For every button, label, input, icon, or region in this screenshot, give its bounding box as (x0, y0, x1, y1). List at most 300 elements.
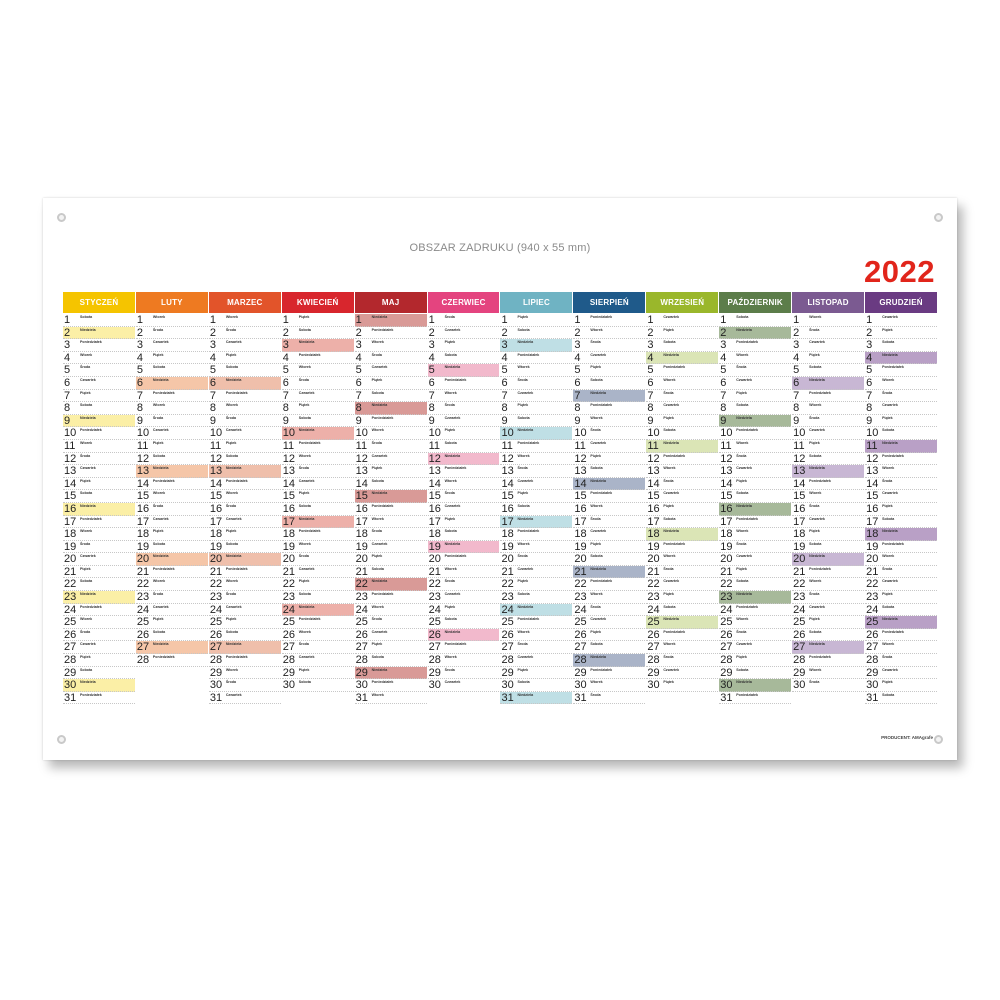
weekday-label: Poniedziałek (663, 365, 686, 370)
day-row (500, 490, 572, 503)
day-row (355, 667, 427, 680)
day-number: 18 (428, 528, 441, 541)
day-number: 22 (574, 578, 587, 591)
weekday-label: Czwartek (225, 692, 242, 697)
day-number: 27 (574, 641, 587, 654)
day-row (209, 402, 281, 415)
weekday-label: Wtorek (517, 365, 530, 370)
day-number: 10 (501, 427, 514, 440)
weekday-label: Czwartek (444, 680, 461, 685)
weekday-label: Niedziela (298, 340, 315, 345)
weekday-label: Niedziela (736, 592, 752, 597)
day-number: 15 (647, 490, 660, 503)
day-number: 14 (501, 477, 514, 490)
day-number: 2 (501, 326, 508, 339)
day-number: 4 (136, 351, 144, 364)
weekday-label: Środa (809, 503, 820, 508)
day-number: 7 (866, 389, 873, 402)
weekday-label: Sobota (371, 566, 384, 571)
month-header: GRUDZIEŃ (865, 292, 937, 313)
day-row (500, 427, 572, 440)
day-number: 2 (866, 326, 873, 339)
month-column (63, 292, 135, 708)
day-row (63, 339, 135, 352)
day-number: 13 (355, 465, 368, 478)
weekday-label: Środa (371, 352, 382, 357)
weekday-label: Sobota (736, 667, 749, 672)
weekday-label: Sobota (736, 403, 749, 408)
day-number: 29 (793, 666, 806, 679)
day-row (792, 402, 864, 415)
weekday-label: Wtorek (736, 440, 749, 445)
weekday-label: Wtorek (809, 667, 822, 672)
weekday-label: Środa (736, 541, 747, 546)
weekday-label: Czwartek (371, 365, 388, 370)
day-row (792, 453, 864, 466)
weekday-label: Sobota (882, 428, 895, 433)
day-row (136, 465, 208, 478)
weekday-label: Wtorek (152, 315, 166, 319)
day-number: 23 (428, 591, 441, 604)
day-row (282, 478, 354, 491)
day-number: 13 (209, 465, 223, 478)
day-number: 19 (355, 540, 368, 553)
day-row (500, 314, 572, 327)
day-number: 15 (209, 490, 223, 503)
day-number: 15 (136, 490, 150, 503)
weekday-label: Sobota (882, 604, 895, 609)
day-number: 26 (501, 628, 514, 641)
weekday-label: Piątek (80, 390, 91, 395)
day-number: 6 (209, 376, 216, 389)
day-number: 29 (647, 666, 660, 679)
day-number: 26 (209, 628, 223, 641)
weekday-label: Sobota (517, 503, 530, 508)
day-number: 21 (866, 565, 879, 578)
weekday-label: Niedziela (225, 377, 242, 382)
day-number: 26 (866, 628, 879, 641)
day-number: 11 (866, 439, 878, 452)
day-number: 6 (720, 376, 727, 389)
day-row (355, 654, 427, 667)
month-column (500, 292, 572, 708)
day-number: 11 (136, 439, 149, 452)
weekday-label: Poniedziałek (152, 566, 175, 571)
month-column (282, 292, 354, 708)
weekday-label: Czwartek (736, 642, 753, 647)
weekday-label: Sobota (663, 604, 676, 609)
day-row (63, 667, 135, 680)
weekday-label: Niedziela (809, 554, 825, 559)
day-row (63, 566, 135, 579)
day-row (573, 528, 645, 541)
weekday-label: Sobota (225, 629, 239, 634)
day-number: 2 (428, 326, 435, 339)
weekday-label: Niedziela (225, 642, 242, 647)
day-row (646, 314, 718, 327)
weekday-label: Środa (80, 629, 91, 634)
day-number: 23 (574, 591, 587, 604)
weekday-label: Środa (809, 415, 820, 420)
weekday-label: Poniedziałek (736, 516, 759, 521)
day-row (209, 516, 281, 529)
day-row (428, 453, 500, 466)
day-number: 28 (136, 654, 150, 667)
weekday-label: Piątek (809, 617, 820, 622)
weekday-label: Niedziela (80, 415, 96, 420)
day-number: 1 (136, 314, 144, 326)
day-number: 25 (647, 616, 660, 629)
day-row (63, 503, 135, 516)
day-row (428, 528, 500, 541)
day-row (719, 591, 791, 604)
day-row (136, 427, 208, 440)
day-number: 13 (428, 465, 441, 478)
day-row (63, 327, 135, 340)
day-row (63, 541, 135, 554)
day-row (282, 352, 354, 365)
day-number: 8 (355, 402, 362, 415)
day-number: 1 (428, 314, 435, 326)
day-row (719, 578, 791, 591)
day-number: 23 (793, 591, 806, 604)
day-number: 31 (720, 691, 733, 704)
day-row (500, 465, 572, 478)
day-number: 31 (209, 691, 223, 704)
day-row (136, 528, 208, 541)
weekday-label: Środa (809, 327, 820, 332)
day-number: 25 (209, 616, 223, 629)
weekday-label: Czwartek (809, 604, 825, 609)
weekday-label: Sobota (882, 692, 895, 697)
day-number: 26 (428, 628, 441, 641)
month-column (646, 292, 718, 708)
weekday-label: Niedziela (517, 604, 534, 609)
day-row (865, 553, 937, 566)
weekday-label: Poniedziałek (809, 655, 831, 660)
weekday-label: Niedziela (882, 352, 898, 357)
day-row (573, 591, 645, 604)
day-number: 21 (574, 565, 587, 578)
day-row (719, 402, 791, 415)
day-number: 6 (866, 376, 873, 389)
day-number: 6 (136, 376, 144, 389)
day-row (500, 516, 572, 529)
day-number: 1 (720, 314, 727, 326)
day-number: 15 (866, 490, 879, 503)
day-number: 20 (64, 553, 77, 566)
day-row (209, 415, 281, 428)
day-row (282, 667, 354, 680)
day-number: 5 (720, 364, 727, 377)
day-number: 21 (136, 565, 150, 578)
day-number: 22 (793, 578, 806, 591)
day-number: 10 (574, 427, 587, 440)
day-number: 21 (209, 565, 223, 578)
weekday-label: Środa (444, 579, 455, 584)
day-row (865, 541, 937, 554)
day-number: 26 (136, 628, 150, 641)
day-row (792, 390, 864, 403)
weekday-label: Środa (80, 541, 91, 546)
day-row (646, 604, 718, 617)
day-row (500, 339, 572, 352)
grommet-icon (934, 735, 943, 744)
day-row (573, 654, 645, 667)
weekday-label: Wtorek (80, 352, 93, 357)
day-number: 21 (647, 565, 660, 578)
weekday-label: Wtorek (152, 403, 166, 408)
weekday-label: Poniedziałek (371, 327, 394, 332)
day-number: 30 (866, 679, 879, 692)
weekday-label: Środa (225, 415, 237, 420)
weekday-label: Piątek (517, 403, 529, 408)
weekday-label: Środa (736, 453, 747, 458)
weekday-label: Czwartek (663, 403, 680, 408)
day-row (719, 327, 791, 340)
day-row (792, 503, 864, 516)
day-row (282, 453, 354, 466)
day-row (282, 427, 354, 440)
day-row (865, 604, 937, 617)
day-row (209, 377, 281, 390)
day-row (63, 453, 135, 466)
day-number: 30 (501, 679, 514, 692)
day-number: 30 (209, 679, 223, 692)
month-header: SIERPIEŃ (573, 292, 645, 313)
day-number: 3 (866, 339, 873, 352)
weekday-label: Sobota (663, 340, 676, 345)
day-row (282, 364, 354, 377)
weekday-label: Sobota (444, 440, 457, 445)
day-number: 19 (282, 540, 295, 553)
weekday-label: Środa (225, 680, 237, 685)
weekday-label: Wtorek (736, 352, 749, 357)
day-row (428, 339, 500, 352)
day-number: 28 (64, 654, 77, 667)
day-row (646, 503, 718, 516)
weekday-label: Niedziela (298, 428, 315, 433)
day-number: 8 (793, 402, 800, 415)
day-row (792, 377, 864, 390)
day-row (646, 490, 718, 503)
weekday-label: Niedziela (152, 642, 169, 647)
day-row (63, 591, 135, 604)
day-number: 5 (282, 364, 289, 377)
day-number: 16 (501, 502, 514, 515)
weekday-label: Poniedziałek (444, 377, 467, 382)
weekday-label: Wtorek (882, 377, 895, 382)
month-column (792, 292, 864, 708)
weekday-label: Czwartek (590, 617, 607, 622)
day-row (500, 553, 572, 566)
day-number: 11 (574, 439, 586, 452)
weekday-label: Czwartek (517, 655, 534, 660)
day-number: 10 (64, 427, 77, 440)
day-row (63, 377, 135, 390)
weekday-label: Poniedziałek (663, 453, 686, 458)
weekday-label: Niedziela (371, 315, 388, 319)
day-row (719, 528, 791, 541)
day-number: 17 (501, 515, 514, 528)
month-column (136, 292, 208, 708)
day-number: 27 (136, 641, 150, 654)
day-number: 19 (64, 540, 77, 553)
weekday-label: Piątek (444, 428, 456, 433)
day-row (63, 478, 135, 491)
weekday-label: Środa (298, 466, 309, 471)
day-number: 12 (209, 452, 223, 465)
day-row (792, 516, 864, 529)
day-row (646, 427, 718, 440)
day-number: 22 (64, 578, 77, 591)
weekday-label: Poniedziałek (809, 566, 831, 571)
day-row (282, 390, 354, 403)
day-number: 5 (793, 364, 800, 377)
day-number: 6 (355, 376, 362, 389)
day-row (428, 616, 500, 629)
day-row (136, 553, 208, 566)
day-number: 4 (355, 351, 362, 364)
day-number: 18 (501, 528, 514, 541)
day-number: 10 (866, 427, 879, 440)
day-number: 24 (647, 603, 660, 616)
weekday-label: Poniedziałek (444, 466, 467, 471)
producer-note: PRODUCENT: AMAgrafe (881, 735, 933, 740)
weekday-label: Sobota (80, 667, 93, 672)
day-row (573, 679, 645, 692)
day-row (500, 692, 572, 705)
day-number: 6 (647, 376, 654, 389)
weekday-label: Wtorek (590, 503, 603, 508)
day-row (209, 503, 281, 516)
day-row (719, 629, 791, 642)
day-number: 11 (793, 439, 805, 452)
weekday-label: Środa (809, 592, 820, 597)
day-number: 5 (866, 364, 873, 377)
weekday-label: Niedziela (663, 529, 679, 534)
weekday-label: Poniedziałek (517, 440, 540, 445)
day-number: 7 (793, 389, 800, 402)
weekday-label: Piątek (517, 315, 529, 319)
day-row (865, 654, 937, 667)
day-row (136, 654, 208, 667)
day-row (573, 402, 645, 415)
day-number: 30 (647, 679, 660, 692)
day-row (500, 364, 572, 377)
day-row (719, 314, 791, 327)
day-row (282, 679, 354, 692)
weekday-label: Piątek (736, 478, 747, 483)
day-row (719, 390, 791, 403)
day-number: 19 (720, 540, 733, 553)
day-number: 13 (501, 465, 514, 478)
day-row (865, 629, 937, 642)
day-row (355, 528, 427, 541)
day-number: 25 (793, 616, 806, 629)
day-number: 28 (647, 654, 660, 667)
day-number: 20 (501, 553, 514, 566)
weekday-label: Niedziela (80, 680, 96, 685)
day-number: 27 (501, 641, 514, 654)
day-number: 18 (64, 528, 77, 541)
weekday-label: Piątek (371, 554, 383, 559)
weekday-label: Wtorek (371, 428, 384, 433)
weekday-label: Środa (882, 566, 893, 571)
weekday-label: Poniedziałek (225, 566, 248, 571)
day-number: 3 (428, 339, 435, 352)
weekday-label: Piątek (809, 440, 820, 445)
day-row (209, 604, 281, 617)
day-row (646, 679, 718, 692)
weekday-label: Poniedziałek (736, 604, 759, 609)
day-row (355, 566, 427, 579)
day-row (719, 641, 791, 654)
weekday-label: Poniedziałek (152, 478, 175, 483)
day-row (355, 591, 427, 604)
weekday-label: Wtorek (225, 315, 239, 319)
day-number: 8 (501, 402, 508, 415)
weekday-label: Niedziela (882, 440, 898, 445)
day-row (63, 490, 135, 503)
weekday-label: Poniedziałek (517, 617, 540, 622)
weekday-label: Wtorek (371, 604, 384, 609)
day-number: 19 (866, 540, 879, 553)
day-number: 9 (428, 414, 435, 427)
weekday-label: Wtorek (225, 491, 239, 496)
day-number: 14 (574, 477, 587, 490)
weekday-label: Niedziela (80, 503, 96, 508)
day-number: 6 (428, 376, 435, 389)
day-row (865, 314, 937, 327)
weekday-label: Środa (298, 377, 309, 382)
day-row (136, 364, 208, 377)
day-number: 9 (866, 414, 873, 427)
day-row (428, 490, 500, 503)
day-row (355, 314, 427, 327)
day-number: 15 (355, 490, 368, 503)
day-number: 4 (574, 351, 581, 364)
weekday-label: Środa (663, 655, 674, 660)
weekday-label: Wtorek (736, 529, 749, 534)
weekday-label: Sobota (298, 503, 311, 508)
day-number: 10 (793, 427, 806, 440)
weekday-label: Sobota (736, 491, 749, 496)
day-number: 5 (501, 364, 508, 377)
day-number: 12 (64, 452, 77, 465)
day-number: 14 (355, 477, 368, 490)
weekday-label: Piątek (371, 466, 383, 471)
day-row (500, 578, 572, 591)
day-row (282, 339, 354, 352)
day-row (646, 377, 718, 390)
day-number: 3 (574, 339, 581, 352)
day-number: 1 (209, 314, 216, 326)
day-row (209, 616, 281, 629)
day-number: 16 (720, 502, 733, 515)
day-row (136, 339, 208, 352)
day-row (136, 503, 208, 516)
day-number: 25 (355, 616, 368, 629)
day-row (646, 641, 718, 654)
day-row (865, 578, 937, 591)
day-row (865, 478, 937, 491)
weekday-label: Czwartek (882, 667, 898, 672)
day-row (63, 604, 135, 617)
weekday-label: Niedziela (517, 516, 534, 521)
day-number: 7 (647, 389, 654, 402)
day-row (136, 327, 208, 340)
